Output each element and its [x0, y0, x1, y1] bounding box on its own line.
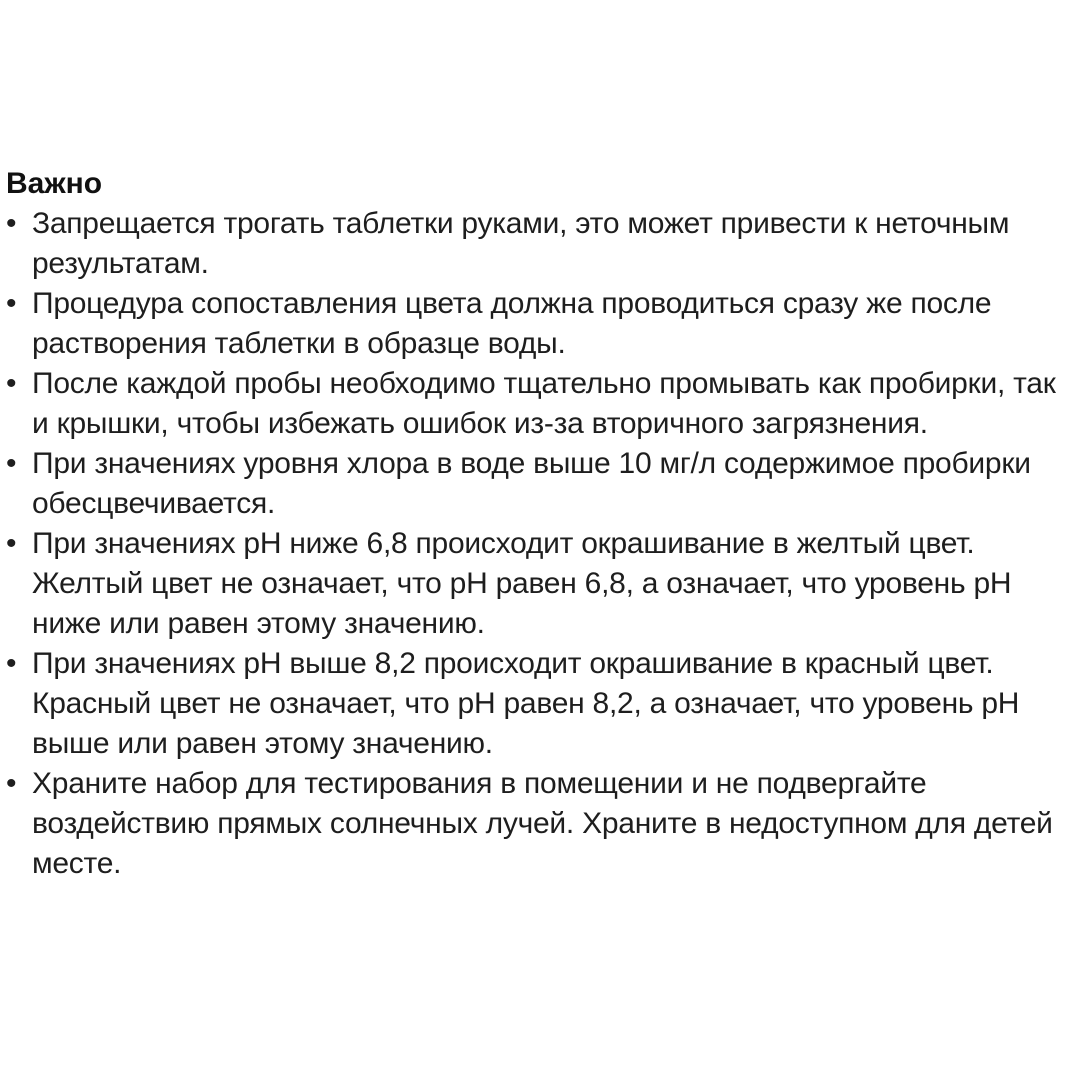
list-item — [6, 284, 1078, 364]
notice-list — [6, 204, 1078, 884]
bullet-icon: • — [6, 367, 17, 400]
bullet-icon: • — [6, 647, 17, 680]
list-item-text: При значениях pH выше 8,2 происходит окрашивание в красный цвет. Красный цвет не означает, что pH равен 8,2, а означает, что уровень pH выше или равен этому значению. — [32, 647, 1020, 760]
list-item — [6, 204, 1078, 284]
list-item-text: После каждой пробы необходимо тщательно промывать как пробирки, так и крышки, чтобы избежать ошибок из-за вторичного загрязнения. — [32, 367, 1056, 440]
list-item-text: При значениях уровня хлора в воде выше 10 мг/л содержимое пробирки обесцвечивается. — [32, 447, 1031, 520]
bullet-icon: • — [6, 447, 17, 480]
list-item — [6, 364, 1078, 444]
bullet-icon: • — [6, 287, 17, 320]
list-item — [6, 524, 1078, 644]
list-item-text: Запрещается трогать таблетки руками, это может привести к неточным результатам. — [32, 207, 1010, 280]
list-item-text: Процедура сопоставления цвета должна проводиться сразу же после растворения таблетки в образце воды. — [32, 287, 992, 360]
important-notice — [6, 164, 1078, 884]
bullet-icon: • — [6, 207, 17, 240]
notice-title: Важно — [6, 167, 103, 200]
list-item — [6, 444, 1078, 524]
list-item-text: Храните набор для тестирования в помещении и не подвергайте воздействию прямых солнечных лучей. Храните в недоступном для детей месте. — [32, 767, 1053, 880]
list-item — [6, 644, 1078, 764]
bullet-icon: • — [6, 767, 17, 800]
bullet-icon: • — [6, 527, 17, 560]
list-item — [6, 764, 1078, 884]
list-item-text: При значениях pH ниже 6,8 происходит окрашивание в желтый цвет. Желтый цвет не означает, что pH равен 6,8, а означает, что уровень pH ниже или равен этому значению. — [32, 527, 1012, 640]
